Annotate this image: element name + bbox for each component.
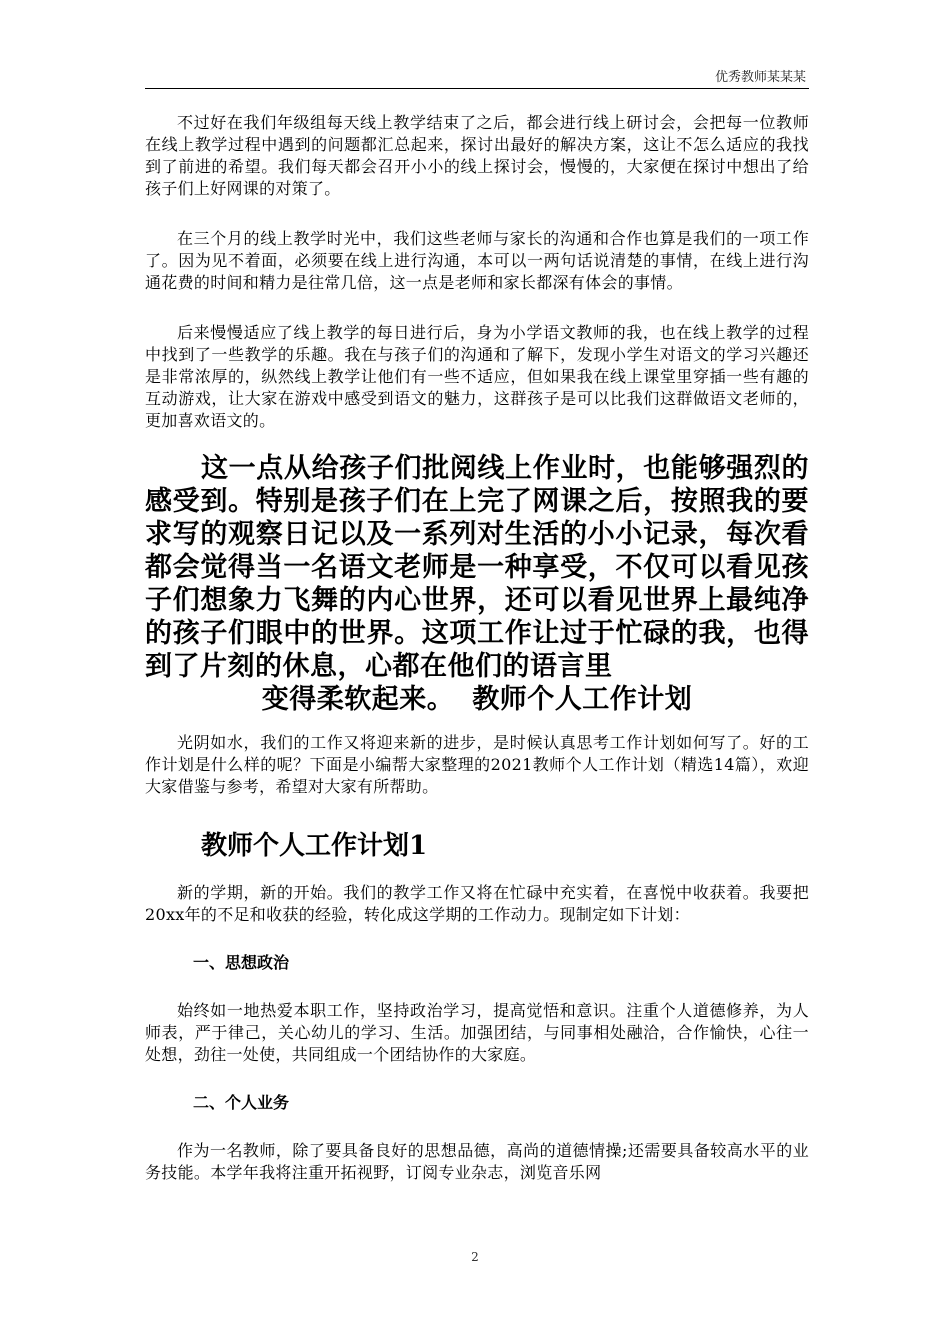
subheading-professional: 二、个人业务	[193, 1093, 290, 1112]
large-bold-last-line	[145, 683, 809, 716]
subheading-politics: 一、思想政治	[193, 953, 290, 972]
section-intro-paragraph: 新的学期，新的开始。我们的教学工作又将在忙碌中充实着，在喜悦中收获着。我要把20xx年的不足和收获的经验，转化成这学期的工作动力。现制定如下计划：	[145, 883, 809, 924]
body-paragraph-1: 不过好在我们年级组每天线上教学结束了之后，都会进行线上研讨会，会把每一位教师在线上教学过程中遇到的问题都汇总起来，探讨出最好的解决方案，这让不怎么适应的我找到了前进的希望。我们每天都会召开小小的线上探讨会，慢慢的，大家便在探讨中想出了给孩子们上好网课的对策了。	[145, 113, 809, 198]
header-divider	[145, 88, 809, 89]
paragraph-spacer	[145, 200, 809, 228]
intro-paragraph: 光阴如水，我们的工作又将迎来新的进步，是时候认真思考工作计划如何写了。好的工作计划是什么样的呢？下面是小编帮大家整理的2021教师个人工作计划（精选14篇），欢迎大家借鉴与参考，希望对大家有所帮助。	[145, 733, 809, 796]
large-bold-paragraph	[145, 452, 809, 716]
politics-paragraph: 始终如一地热爱本职工作，坚持政治学习，提高觉悟和意识。注重个人道德修养，为人师表，严于律己，关心幼儿的学习、生活。加强团结，与同事相处融洽，合作愉快，心往一处想，劲往一处使，共同组成一个团结协作的大家庭。	[145, 1001, 809, 1064]
large-bold-ending: 变得柔软起来。	[261, 684, 455, 715]
body-paragraph-2: 在三个月的线上教学时光中，我们这些老师与家长的沟通和合作也算是我们的一项工作了。因为见不着面，必须要在线上进行沟通，本可以一两句话说清楚的事情，在线上进行沟通花费的时间和精力是往常几倍，这一点是老师和家长都深有体会的事情。	[145, 229, 809, 292]
section-heading: 教师个人工作计划1	[201, 831, 428, 861]
paragraph-spacer	[145, 294, 809, 322]
professional-paragraph: 作为一名教师，除了要具备良好的思想品德，高尚的道德情操;还需要具备较高水平的业务技能。本学年我将注重开拓视野，订阅专业杂志，浏览音乐网	[145, 1141, 809, 1182]
page-number: 2	[471, 1250, 479, 1264]
inline-document-title: 教师个人工作计划	[472, 684, 693, 715]
document-body	[145, 112, 809, 1184]
page-header-author: 优秀教师某某某	[714, 70, 806, 85]
large-bold-text: 这一点从给孩子们批阅线上作业时，也能够强烈的感受到。特别是孩子们在上完了网课之后，按照我的要求写的观察日记以及一系列对生活的小小记录，每次看都会觉得当一名语文老师是一种享受，不仅可以看见孩子们想象力飞舞的内心世界，还可以看见世界上最纯净的孩子们眼中的世界。这项工作让过于忙碌的我，也得到了片刻的休息，心都在他们的语言里	[145, 453, 809, 682]
body-paragraph-3: 后来慢慢适应了线上教学的每日进行后，身为小学语文教师的我，也在线上教学的过程中找到了一些教学的乐趣。我在与孩子们的沟通和了解下，发现小学生对语文的学习兴趣还是非常浓厚的，纵然线上教学让他们有一些不适应，但如果我在线上课堂里穿插一些有趣的互动游戏，让大家在游戏中感受到语文的魅力，这群孩子是可以比我们这群做语文老师的，更加喜欢语文的。	[145, 323, 809, 430]
